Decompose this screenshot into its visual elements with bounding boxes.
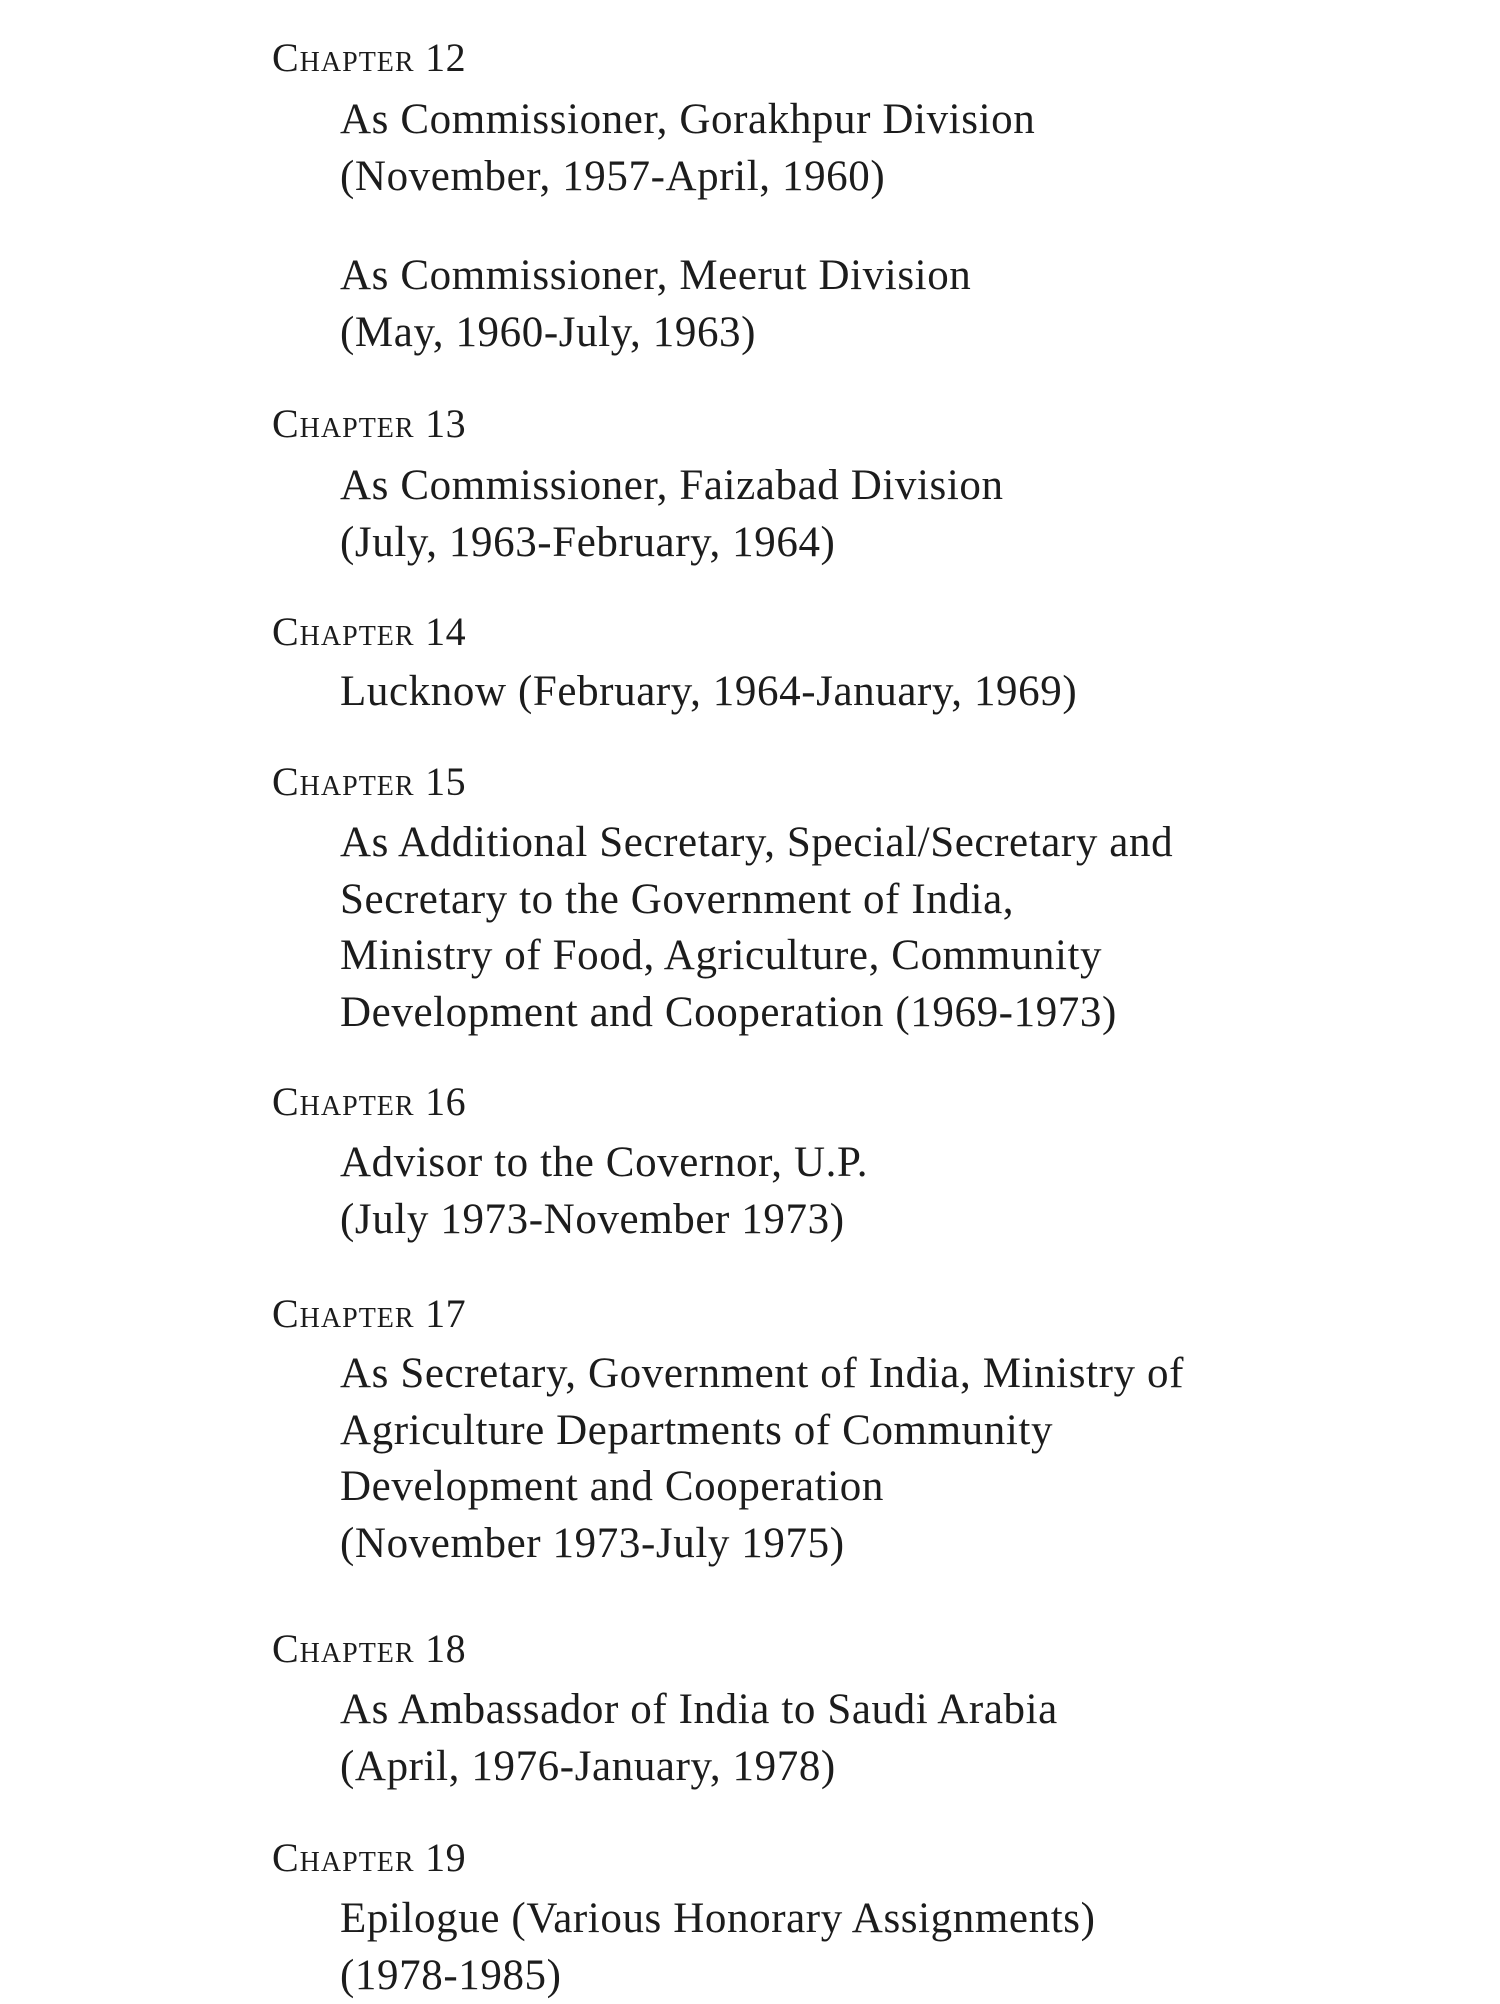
chapter-heading [272,34,466,82]
chapter-label: Chapter [272,1835,415,1880]
chapter-entry [340,815,1173,1041]
chapter-heading [272,1290,466,1338]
entry-line: Ministry of Food, Agriculture, Community [340,928,1173,985]
entry-line: (November 1973-July 1975) [340,1516,1184,1573]
chapter-entry [340,458,1004,571]
chapter-number: 16 [425,1079,466,1124]
chapter-number: 12 [425,35,466,80]
entry-line: Development and Cooperation [340,1459,1184,1516]
chapter-number: 17 [425,1291,466,1336]
entry-line: Advisor to the Covernor, U.P. [340,1135,868,1192]
entry-line: Lucknow (February, 1964-January, 1969) [340,664,1077,721]
entry-line: Epilogue (Various Honorary Assignments) [340,1891,1096,1948]
chapter-label: Chapter [272,609,415,654]
chapter-heading [272,1625,466,1673]
chapter-heading [272,1078,466,1126]
entry-line: (1978-1985) [340,1948,1096,2004]
chapter-entry [340,664,1077,721]
entry-line: As Additional Secretary, Special/Secretary and [340,815,1173,872]
chapter-number: 13 [425,401,466,446]
entry-line: (November, 1957-April, 1960) [340,149,1035,206]
chapter-number: 14 [425,609,466,654]
entry-line: (July, 1963-February, 1964) [340,515,1004,572]
entry-line: As Secretary, Government of India, Ministry of [340,1346,1184,1403]
chapter-label: Chapter [272,35,415,80]
entry-line: As Commissioner, Faizabad Division [340,458,1004,515]
entry-line: As Commissioner, Gorakhpur Division [340,92,1035,149]
chapter-number: 15 [425,759,466,804]
chapter-label: Chapter [272,401,415,446]
chapter-number: 19 [425,1835,466,1880]
entry-line: Secretary to the Government of India, [340,872,1173,929]
chapter-entry [340,1346,1184,1572]
chapter-label: Chapter [272,1079,415,1124]
chapter-heading [272,758,466,806]
entry-line: (April, 1976-January, 1978) [340,1739,1058,1796]
chapter-heading [272,1834,466,1882]
chapter-label: Chapter [272,759,415,804]
entry-line: Development and Cooperation (1969-1973) [340,985,1173,1042]
chapter-heading [272,400,466,448]
entry-line: (July 1973-November 1973) [340,1192,868,1249]
chapter-number: 18 [425,1626,466,1671]
chapter-label: Chapter [272,1291,415,1336]
chapter-entry [340,92,1035,205]
chapter-entry [340,1682,1058,1795]
chapter-label: Chapter [272,1626,415,1671]
entry-line: (May, 1960-July, 1963) [340,305,971,362]
chapter-entry [340,248,971,361]
entry-line: Agriculture Departments of Community [340,1403,1184,1460]
chapter-heading [272,608,466,656]
entry-line: As Commissioner, Meerut Division [340,248,971,305]
chapter-entry [340,1891,1096,2004]
entry-line: As Ambassador of India to Saudi Arabia [340,1682,1058,1739]
chapter-entry [340,1135,868,1248]
